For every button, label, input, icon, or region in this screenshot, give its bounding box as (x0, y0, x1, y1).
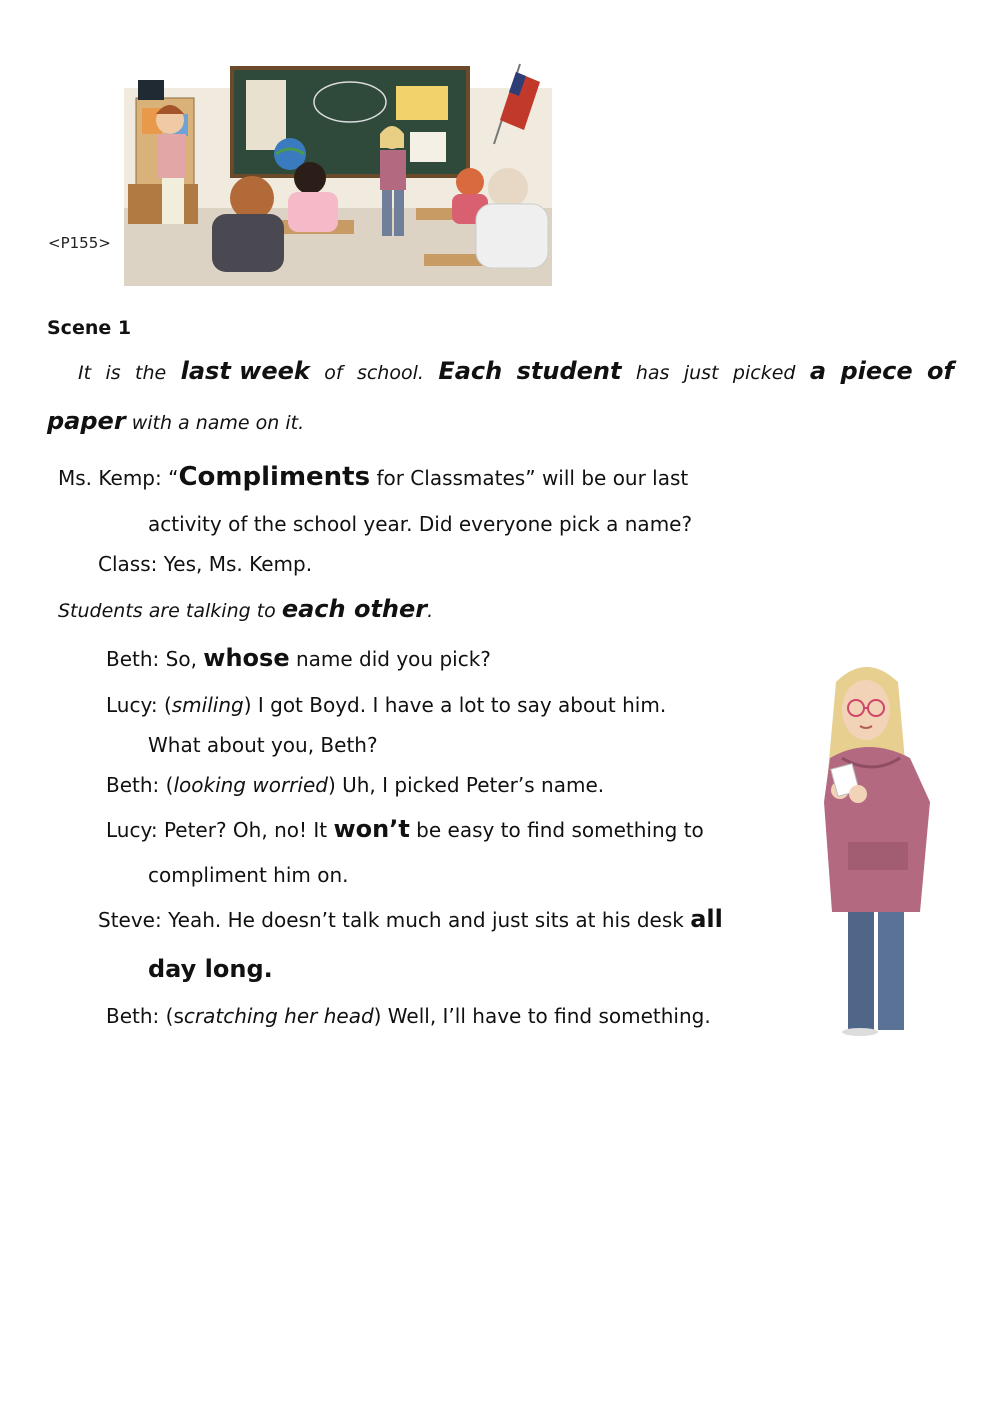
dialogue-lucy-2-line2: compliment him on. (148, 863, 349, 887)
dialogue-text: ) I got Boyd. I have a lot to say about him. (243, 693, 667, 717)
key-word-each: Each (438, 357, 503, 385)
dialogue-text: Lucy: Peter? Oh, no! It (106, 818, 334, 842)
intro-word: picked (732, 362, 796, 384)
stage-direction-smiling: smiling (171, 693, 244, 717)
speaker-lucy: Lucy: ( (106, 693, 172, 717)
key-word-all: all (690, 905, 723, 933)
classroom-illustration (124, 58, 552, 286)
key-word-of: of (927, 357, 954, 385)
intro-word: the (135, 362, 167, 384)
beth-illustration (808, 662, 946, 1038)
dialogue-ms-kemp (58, 462, 688, 492)
stage-text: Students are talking to (58, 600, 282, 622)
dialogue-text: Steve: Yeah. He doesn’t talk much and just sits at his desk (98, 908, 691, 932)
stage-direction-talking (58, 595, 433, 623)
scene-title: Scene 1 (47, 317, 132, 339)
key-word-wont: won’t (333, 815, 410, 843)
dialogue-text: Beth: (s (106, 1004, 184, 1028)
intro-word: It (78, 362, 92, 384)
page-reference: <P155> (48, 234, 111, 252)
dialogue-beth-3 (106, 1004, 711, 1028)
stage-direction-scratching-head: cratching her head (183, 1004, 374, 1028)
key-word-a: a (809, 357, 827, 385)
key-phrase-last-week: last week (180, 357, 310, 385)
intro-word: has (635, 362, 670, 384)
key-word-compliments: Compliments (178, 462, 371, 492)
intro-rest: with a name on it. (125, 412, 305, 434)
dialogue-text: ) Well, I’ll have to find something. (373, 1004, 711, 1028)
dialogue-lucy-1-line2: What about you, Beth? (148, 733, 378, 757)
key-phrase-each-other: each other (281, 595, 428, 623)
speaker-beth: Beth: ( (106, 773, 174, 797)
key-word-whose: whose (203, 644, 290, 672)
dialogue-text: name did you pick? (289, 647, 491, 671)
speaker-beth: Beth: So, (106, 647, 204, 671)
dialogue-beth-1 (106, 644, 491, 672)
intro-stage-direction (78, 357, 954, 385)
stage-direction-looking-worried: looking worried (173, 773, 328, 797)
intro-stage-direction-line2 (47, 407, 304, 435)
dialogue-beth-2 (106, 773, 604, 797)
dialogue-lucy-2 (106, 815, 704, 843)
key-word-student: student (516, 357, 622, 385)
dialogue-ms-kemp-line2: activity of the school year. Did everyone pick a name? (148, 512, 693, 536)
dialogue-text: be easy to find something to (409, 818, 704, 842)
dialogue-text: for Classmates” will be our last (370, 466, 689, 490)
intro-word: school. (356, 362, 424, 384)
speaker-ms-kemp: Ms. Kemp: (58, 466, 169, 490)
key-phrase-day-long: day long. (148, 955, 273, 983)
dialogue-lucy-1 (106, 693, 666, 717)
intro-word: is (105, 362, 121, 384)
intro-word: of (324, 362, 343, 384)
dialogue-steve (98, 905, 723, 933)
key-word-paper: paper (47, 407, 126, 435)
dialogue-class: Class: Yes, Ms. Kemp. (98, 552, 313, 576)
intro-word: just (683, 362, 719, 384)
dialogue-text: ) Uh, I picked Peter’s name. (327, 773, 605, 797)
open-quote: “ (168, 466, 179, 490)
key-word-piece: piece (840, 357, 913, 385)
stage-text: . (427, 600, 434, 622)
